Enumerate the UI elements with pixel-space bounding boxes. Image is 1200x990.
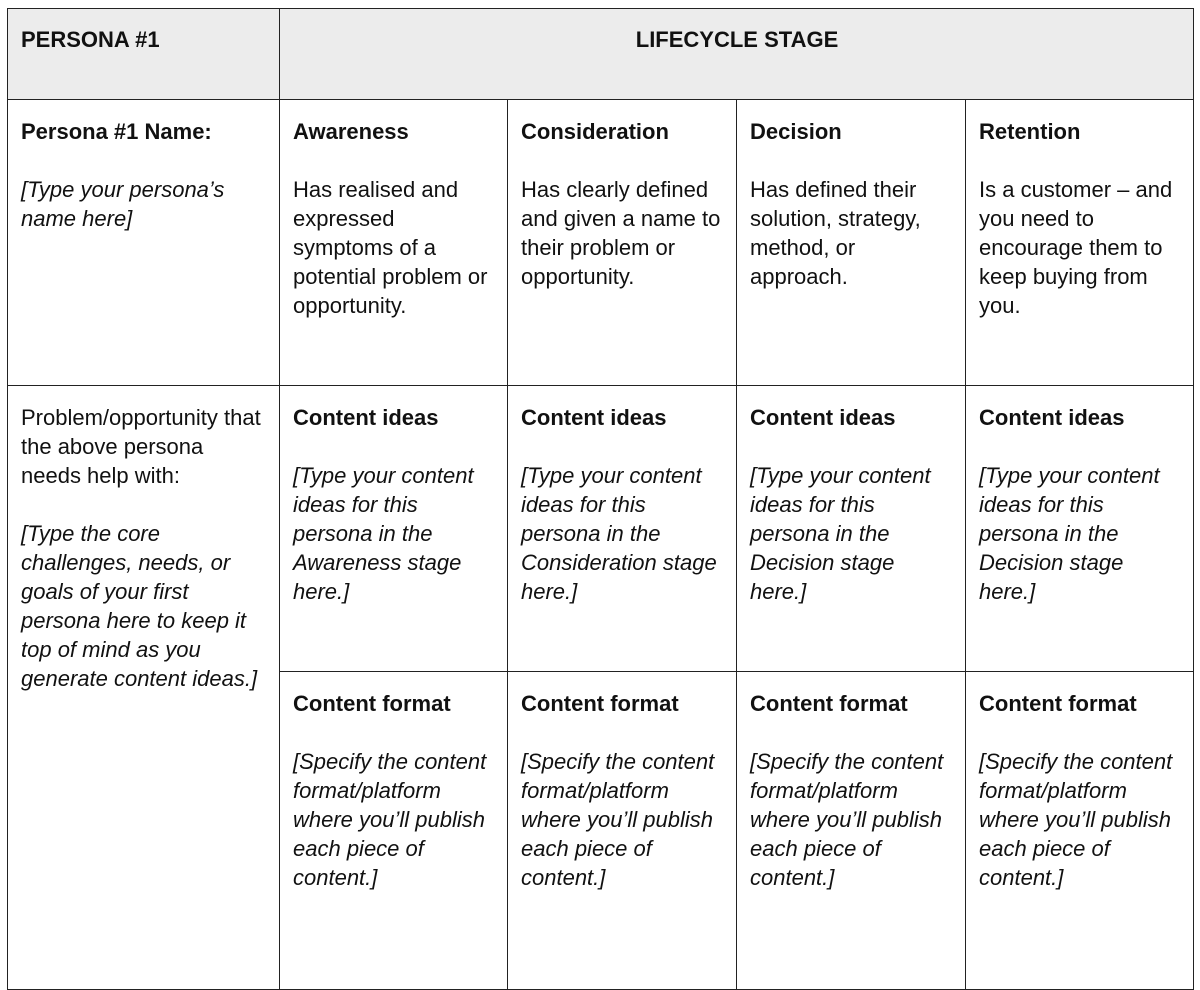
stage-awareness-cell bbox=[280, 100, 508, 386]
stage-title: Consideration bbox=[521, 119, 669, 144]
content-format-label: Content format bbox=[979, 691, 1137, 716]
content-ideas-row bbox=[8, 386, 1194, 672]
content-format-cell-retention bbox=[966, 672, 1194, 990]
stage-title: Decision bbox=[750, 119, 842, 144]
persona-name-cell bbox=[8, 100, 280, 386]
content-ideas-label: Content ideas bbox=[750, 405, 896, 430]
stage-description: Has defined their solution, strategy, method, or approach. bbox=[750, 177, 921, 289]
content-ideas-cell-consideration bbox=[508, 386, 737, 672]
content-ideas-placeholder[interactable]: [Type your content ideas for this persona in the Decision stage here.] bbox=[750, 463, 931, 604]
stage-description: Has realised and expressed symptoms of a potential problem or opportunity. bbox=[293, 177, 488, 318]
content-format-placeholder[interactable]: [Specify the content format/platform where you’ll publish each piece of content.] bbox=[750, 749, 944, 890]
header-row bbox=[8, 9, 1194, 100]
content-format-label: Content format bbox=[293, 691, 451, 716]
stage-consideration-cell bbox=[508, 100, 737, 386]
persona-problem-placeholder[interactable]: [Type the core challenges, needs, or goals of your first persona here to keep it top of mind as you generate content ideas.] bbox=[21, 521, 258, 691]
stage-description: Is a customer – and you need to encourage them to keep buying from you. bbox=[979, 177, 1173, 318]
content-format-placeholder[interactable]: [Specify the content format/platform where you’ll publish each piece of content.] bbox=[979, 749, 1173, 890]
content-format-cell-awareness bbox=[280, 672, 508, 990]
content-ideas-label: Content ideas bbox=[521, 405, 667, 430]
persona-header-cell: PERSONA #1 bbox=[8, 9, 280, 100]
content-ideas-cell-retention bbox=[966, 386, 1194, 672]
content-format-label: Content format bbox=[750, 691, 908, 716]
stage-title: Awareness bbox=[293, 119, 409, 144]
persona-problem-label: Problem/opportunity that the above persona needs help with: bbox=[21, 405, 261, 488]
stage-decision-cell bbox=[737, 100, 966, 386]
content-format-cell-decision bbox=[737, 672, 966, 990]
content-ideas-placeholder[interactable]: [Type your content ideas for this persona in the Consideration stage here.] bbox=[521, 463, 717, 604]
content-ideas-label: Content ideas bbox=[979, 405, 1125, 430]
content-format-placeholder[interactable]: [Specify the content format/platform where you’ll publish each piece of content.] bbox=[293, 749, 487, 890]
stage-title: Retention bbox=[979, 119, 1081, 144]
content-ideas-placeholder[interactable]: [Type your content ideas for this persona in the Decision stage here.] bbox=[979, 463, 1160, 604]
content-ideas-placeholder[interactable]: [Type your content ideas for this persona in the Awareness stage here.] bbox=[293, 463, 474, 604]
content-ideas-cell-awareness bbox=[280, 386, 508, 672]
content-format-cell-consideration bbox=[508, 672, 737, 990]
content-format-placeholder[interactable]: [Specify the content format/platform where you’ll publish each piece of content.] bbox=[521, 749, 715, 890]
persona-name-placeholder[interactable]: [Type your persona’s name here] bbox=[21, 177, 225, 231]
content-ideas-label: Content ideas bbox=[293, 405, 439, 430]
stage-row bbox=[8, 100, 1194, 386]
persona-problem-cell bbox=[8, 386, 280, 990]
persona-lifecycle-table bbox=[7, 8, 1194, 990]
stage-retention-cell bbox=[966, 100, 1194, 386]
lifecycle-header-cell: LIFECYCLE STAGE bbox=[280, 9, 1194, 100]
persona-name-label: Persona #1 Name: bbox=[21, 119, 212, 144]
stage-description: Has clearly defined and given a name to their problem or opportunity. bbox=[521, 177, 721, 289]
content-format-label: Content format bbox=[521, 691, 679, 716]
content-ideas-cell-decision bbox=[737, 386, 966, 672]
